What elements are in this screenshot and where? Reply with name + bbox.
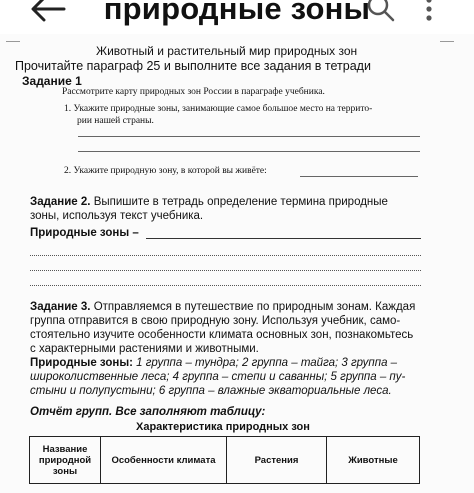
answer-line: [30, 285, 421, 286]
task2-line1: [30, 196, 388, 208]
app-bar: [0, 0, 474, 34]
task3-line2: группа отправится в свою природную зону. Используя учебник, само-: [30, 315, 401, 327]
task3-line1: [30, 301, 415, 313]
table-title: Характеристика природных зон: [136, 421, 310, 433]
report-instruction: Отчёт групп. Все заполняют таблицу:: [30, 406, 266, 418]
task1-q1: 1. Укажите природные зоны, занимающие самое большое место на террито-: [64, 104, 373, 114]
zones-groups: 1 группа – тундра; 2 группа – тайга; 3 группа –: [132, 357, 398, 369]
answer-line: [30, 270, 421, 271]
task1-intro: Рассмотрите карту природных зон России в параграфе учебника.: [62, 87, 325, 97]
crop-mark: [440, 41, 454, 42]
task3-label: Задание 3.: [30, 301, 91, 313]
task1-q1-cont: рии нашей страны.: [77, 116, 154, 126]
table-header-cell: Особенности климата: [101, 437, 227, 484]
crop-mark: [6, 41, 20, 42]
answer-line: [78, 136, 420, 137]
zones-line2: широколиственные леса; 4 группа – степи и саванны; 5 группа – пу-: [30, 371, 406, 383]
task2-line2: зоны, используя текст учебника.: [30, 210, 204, 222]
table-header-cell: Растения: [227, 437, 327, 484]
task2-text: Выпишите в тетрадь определение термина природные: [90, 196, 388, 208]
task1-q2: 2. Укажите природную зону, в которой вы живёте:: [64, 166, 267, 176]
zones-line3: стыни и полупустыни; 6 группа – влажные экваториальные леса.: [30, 385, 392, 397]
search-icon[interactable]: [366, 0, 396, 24]
table-header-cell: Название природной зоны: [30, 437, 101, 484]
answer-line: [30, 255, 421, 256]
zones-line1: [30, 357, 397, 369]
zones-table: [29, 436, 420, 484]
answer-line: [146, 238, 421, 239]
task1-label: Задание 1: [22, 74, 82, 88]
doc-instruction: Прочитайте параграф 25 и выполните все задания в тетради: [15, 59, 371, 73]
task3-line3: стоятельно изучите особенности климата основных зон, познакомьтесь: [30, 329, 414, 341]
page-title: природные зоны: [103, 0, 371, 26]
task2-label: Задание 2.: [30, 196, 91, 208]
answer-line: [78, 151, 420, 152]
zones-label: Природные зоны:: [30, 357, 133, 369]
table-header-row: [30, 437, 420, 484]
more-vertical-icon[interactable]: [423, 0, 435, 26]
table-header-cell: Животные: [327, 437, 420, 484]
task2-term: Природные зоны –: [30, 227, 139, 239]
answer-line: [300, 176, 418, 177]
task3-text: Отправляемся в путешествие по природным зонам. Каждая: [90, 301, 416, 313]
task3-line4: с характерными растениями и животными.: [30, 343, 259, 355]
doc-heading: Животный и растительный мир природных зон: [96, 44, 358, 58]
